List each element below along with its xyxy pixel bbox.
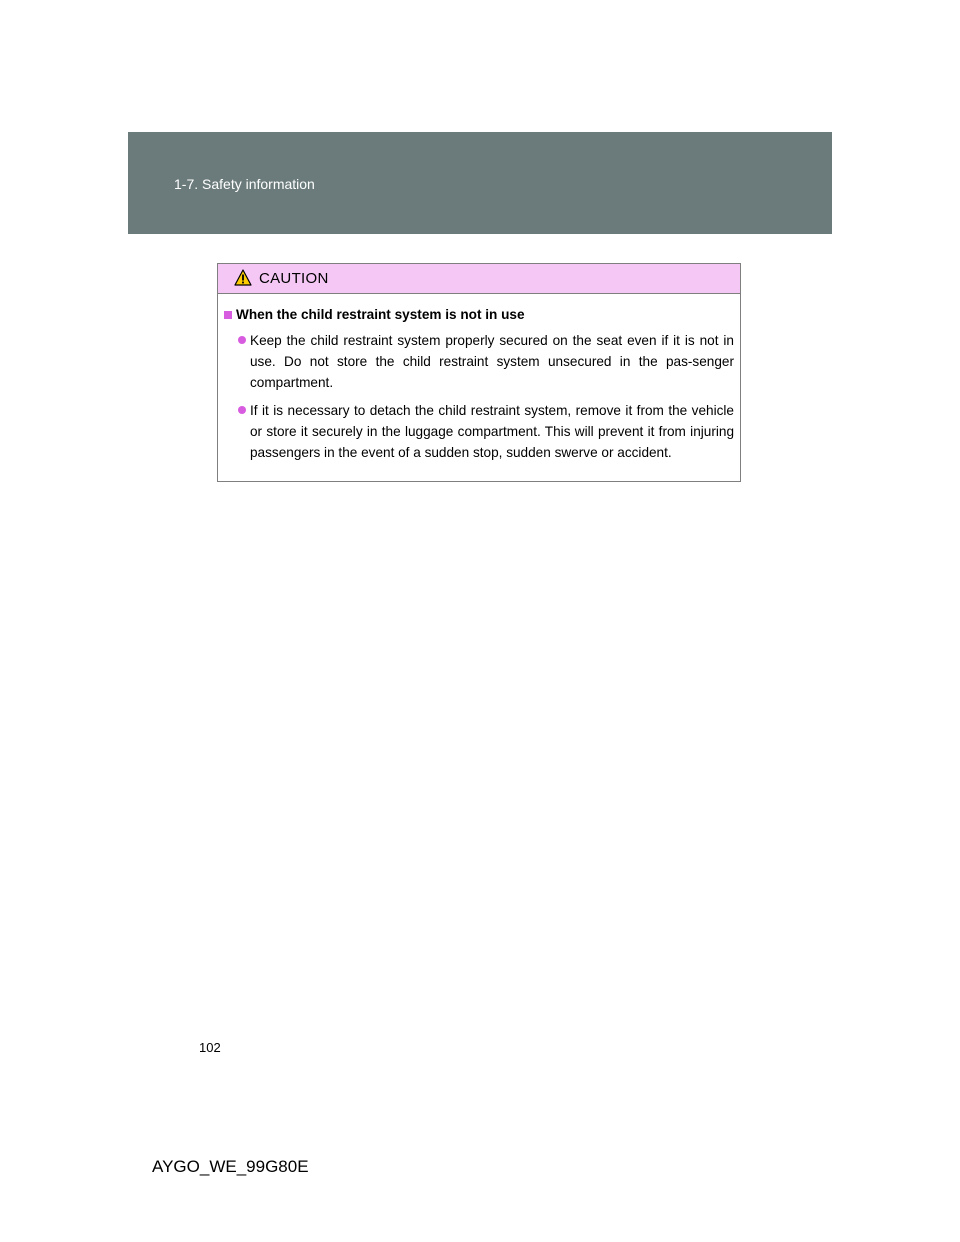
caution-box (217, 263, 741, 482)
dot-bullet-icon (238, 406, 246, 414)
caution-header (218, 264, 740, 294)
warning-triangle-icon (234, 269, 252, 286)
section-title: 1-7. Safety information (174, 176, 315, 192)
caution-topic (224, 306, 734, 323)
caution-item (224, 330, 734, 393)
document-code: AYGO_WE_99G80E (152, 1157, 309, 1176)
caution-title: CAUTION (259, 270, 329, 287)
caution-item-text: If it is necessary to detach the child restraint system, remove it from the vehicle or store it securely in the luggage compartment. This will prevent it from injuring passengers in the event of a sudden stop, sudden swerve or accident. (250, 403, 734, 460)
dot-bullet-icon (238, 336, 246, 344)
caution-item (224, 400, 734, 463)
caution-topic-label: When the child restraint system is not in use (236, 307, 525, 322)
caution-item-text: Keep the child restraint system properly secured on the seat even if it is not in use. Do not store the child restraint system unsecured in the pas-senger compartment. (250, 333, 734, 390)
square-bullet-icon (224, 311, 232, 319)
page-number: 102 (199, 1040, 221, 1055)
caution-body (218, 294, 740, 463)
